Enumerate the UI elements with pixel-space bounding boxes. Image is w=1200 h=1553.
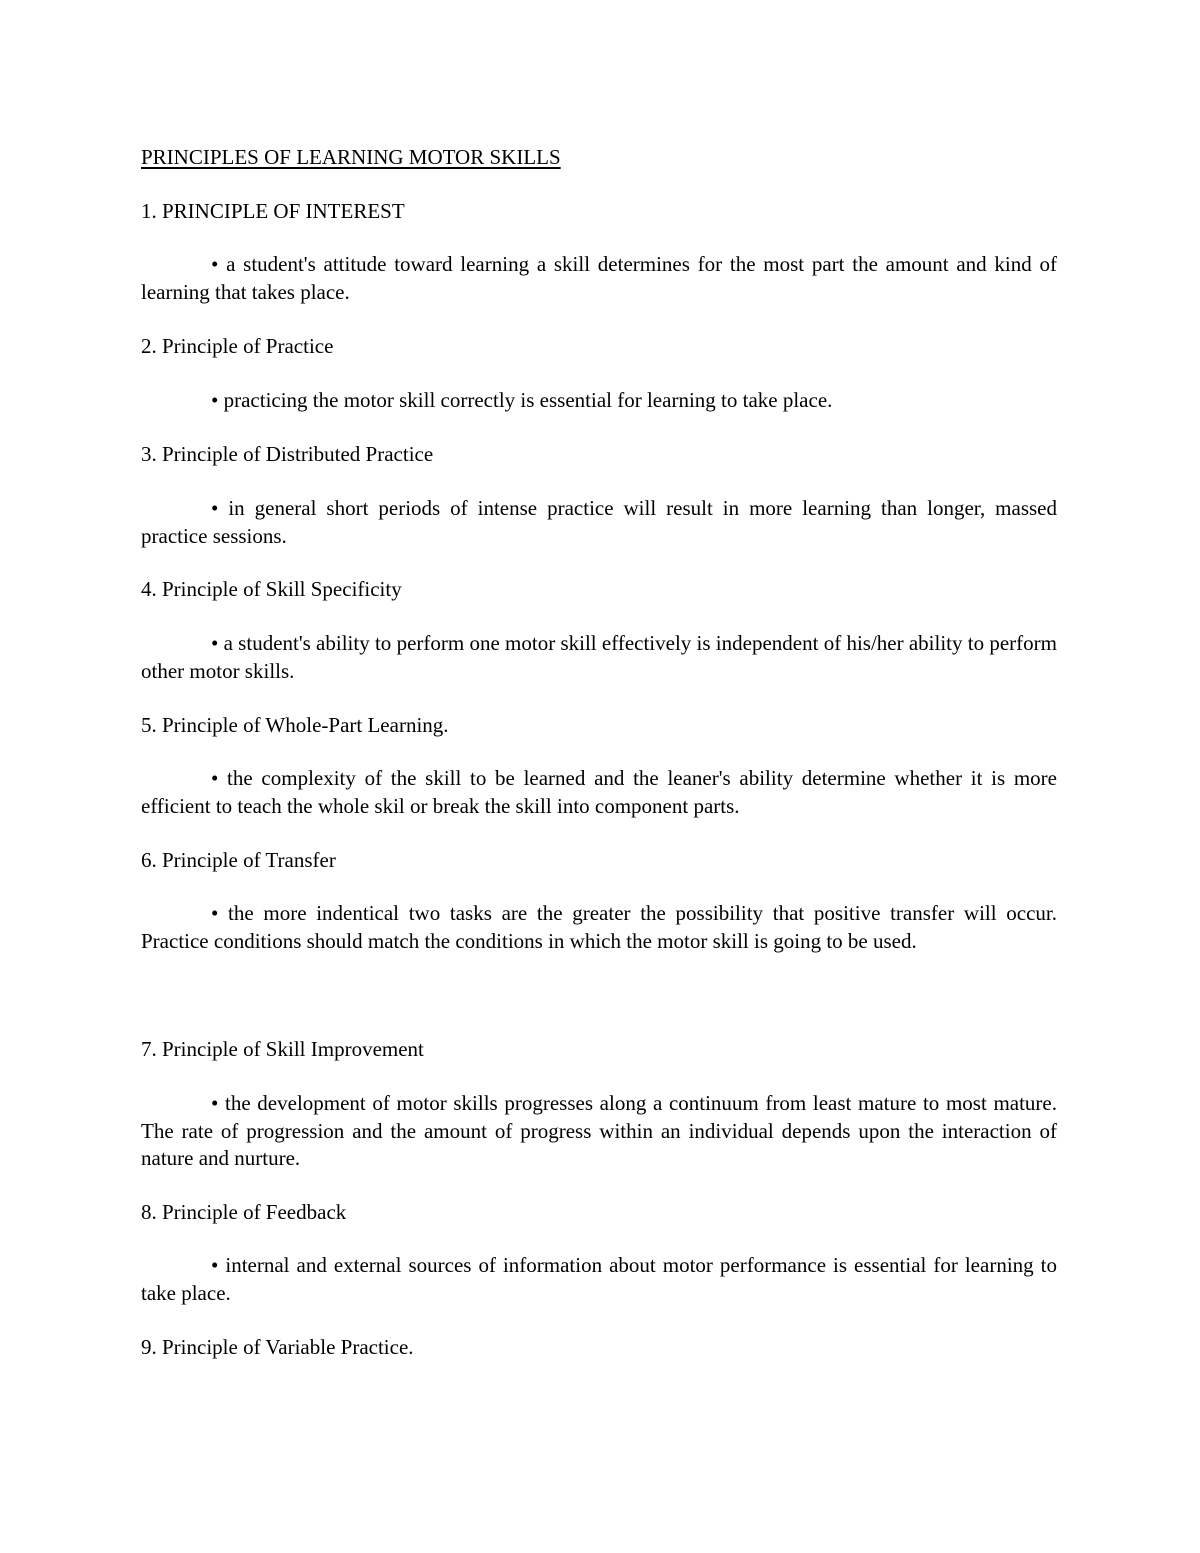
section-heading-distributed-practice: 3. Principle of Distributed Practice bbox=[141, 442, 434, 466]
section-heading-practice: 2. Principle of Practice bbox=[141, 334, 334, 358]
section-text-skill-improvement: • the development of motor skills progresses along a continuum from least mature to most mature. The rate of progression and the amount of progress within an individual depends upon the interaction of nature and nurture. bbox=[141, 1091, 1057, 1170]
section-text-feedback: • internal and external sources of information about motor performance is essential for learning to take place. bbox=[141, 1253, 1057, 1305]
section-heading-transfer: 6. Principle of Transfer bbox=[141, 848, 336, 872]
section-text-skill-specificity: • a student's ability to perform one motor skill effectively is independent of his/her ability to perform other motor skills. bbox=[141, 631, 1057, 683]
section-heading-interest: 1. PRINCIPLE OF INTEREST bbox=[141, 199, 405, 223]
document-title: PRINCIPLES OF LEARNING MOTOR SKILLS bbox=[141, 145, 561, 169]
section-text-whole-part-learning: • the complexity of the skill to be learned and the leaner's ability determine whether it is more efficient to teach the whole skil or break the skill into component parts. bbox=[141, 766, 1057, 818]
section-text-transfer: • the more indentical two tasks are the greater the possibility that positive transfer will occur. Practice conditions should match the conditions in which the motor skill is going to be used. bbox=[141, 901, 1057, 953]
section-heading-feedback: 8. Principle of Feedback bbox=[141, 1200, 347, 1224]
section-heading-variable-practice: 9. Principle of Variable Practice. bbox=[141, 1335, 414, 1359]
section-heading-skill-specificity: 4. Principle of Skill Specificity bbox=[141, 577, 402, 601]
section-heading-skill-improvement: 7. Principle of Skill Improvement bbox=[141, 1037, 424, 1061]
section-heading-whole-part-learning: 5. Principle of Whole-Part Learning. bbox=[141, 713, 449, 737]
section-text-distributed-practice: • in general short periods of intense practice will result in more learning than longer, massed practice sessions. bbox=[141, 496, 1057, 548]
section-text-interest: • a student's attitude toward learning a skill determines for the most part the amount and kind of learning that takes place. bbox=[141, 252, 1057, 304]
section-text-practice: • practicing the motor skill correctly is essential for learning to take place. bbox=[211, 388, 833, 412]
